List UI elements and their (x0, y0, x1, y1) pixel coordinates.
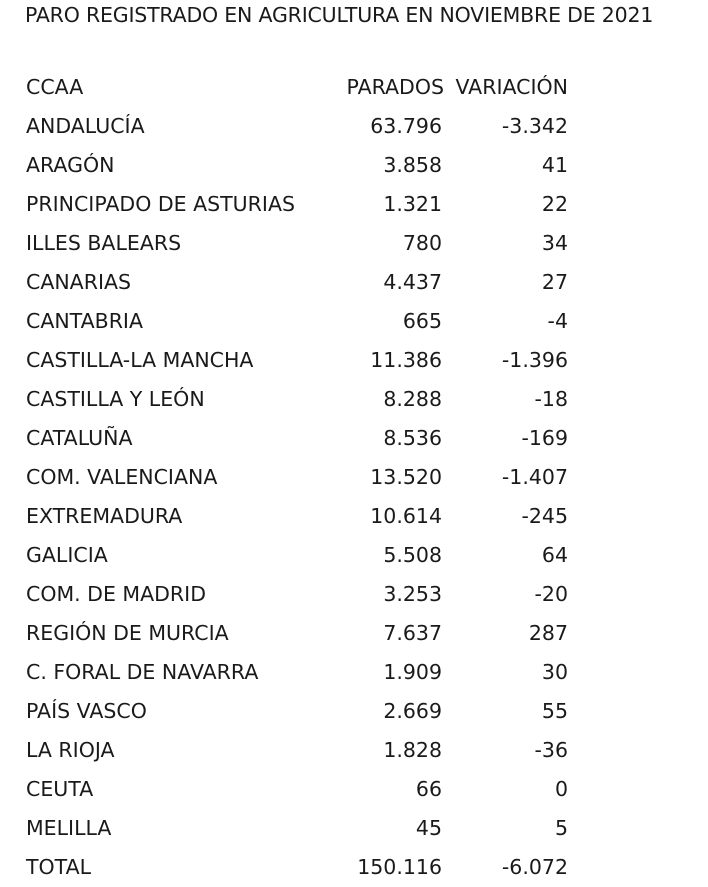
cell-variacion: -1.396 (501, 348, 568, 372)
cell-variacion: -1.407 (501, 465, 568, 489)
cell-ccaa: ILLES BALEARS (26, 231, 182, 255)
table-row (26, 497, 586, 536)
cell-parados: 665 (402, 309, 442, 333)
cell-parados: 66 (415, 777, 442, 801)
table-row (26, 575, 586, 614)
table-row (26, 419, 586, 458)
cell-parados: 8.536 (383, 426, 442, 450)
cell-parados: 13.520 (370, 465, 442, 489)
cell-parados: 63.796 (370, 114, 442, 138)
unemployment-table (26, 68, 586, 887)
cell-parados: 3.858 (383, 153, 442, 177)
cell-variacion: -6.072 (501, 855, 568, 879)
cell-ccaa: C. FORAL DE NAVARRA (26, 660, 259, 684)
cell-ccaa: EXTREMADURA (26, 504, 183, 528)
table-row (26, 731, 586, 770)
cell-variacion: 22 (541, 192, 568, 216)
cell-variacion: 30 (541, 660, 568, 684)
page-title: PARO REGISTRADO EN AGRICULTURA EN NOVIEMBRE DE 2021 (25, 3, 654, 27)
cell-ccaa: CANARIAS (26, 270, 132, 294)
cell-parados: 3.253 (383, 582, 442, 606)
cell-variacion: -18 (534, 387, 568, 411)
cell-variacion: -169 (521, 426, 568, 450)
table-row (26, 809, 586, 848)
table-row (26, 458, 586, 497)
table-body (26, 107, 586, 887)
table-total-row (26, 848, 586, 887)
cell-ccaa: TOTAL (26, 855, 92, 879)
cell-ccaa: COM. DE MADRID (26, 582, 206, 606)
cell-variacion: -4 (547, 309, 568, 333)
cell-variacion: 34 (541, 231, 568, 255)
cell-variacion: 55 (541, 699, 568, 723)
cell-parados: 1.909 (383, 660, 442, 684)
cell-variacion: 287 (528, 621, 568, 645)
cell-parados: 150.116 (357, 855, 442, 879)
cell-ccaa: CATALUÑA (26, 426, 133, 450)
cell-ccaa: CANTABRIA (26, 309, 144, 333)
column-header-parados: PARADOS (346, 75, 444, 99)
cell-variacion: 27 (541, 270, 568, 294)
table-row (26, 185, 586, 224)
cell-parados: 10.614 (370, 504, 442, 528)
cell-variacion: 64 (541, 543, 568, 567)
cell-ccaa: COM. VALENCIANA (26, 465, 218, 489)
table-row (26, 107, 586, 146)
cell-ccaa: CASTILLA-LA MANCHA (26, 348, 254, 372)
cell-ccaa: MELILLA (26, 816, 112, 840)
cell-parados: 2.669 (383, 699, 442, 723)
cell-ccaa: ARAGÓN (26, 153, 115, 177)
cell-parados: 1.828 (383, 738, 442, 762)
cell-variacion: -36 (534, 738, 568, 762)
cell-parados: 5.508 (383, 543, 442, 567)
cell-variacion: 5 (554, 816, 568, 840)
cell-parados: 780 (402, 231, 442, 255)
table-row (26, 380, 586, 419)
cell-variacion: -3.342 (501, 114, 568, 138)
cell-parados: 4.437 (383, 270, 442, 294)
cell-ccaa: PAÍS VASCO (26, 699, 147, 723)
cell-variacion: -245 (521, 504, 568, 528)
cell-variacion: -20 (534, 582, 568, 606)
table-row (26, 263, 586, 302)
table-row (26, 614, 586, 653)
table-row (26, 653, 586, 692)
cell-ccaa: LA RIOJA (26, 738, 115, 762)
table-header-row (26, 68, 586, 107)
cell-ccaa: GALICIA (26, 543, 108, 567)
cell-ccaa: CASTILLA Y LEÓN (26, 387, 205, 411)
column-header-variacion: VARIACIÓN (455, 75, 568, 99)
cell-parados: 11.386 (370, 348, 442, 372)
cell-variacion: 0 (554, 777, 568, 801)
cell-ccaa: REGIÓN DE MURCIA (26, 621, 229, 645)
cell-ccaa: ANDALUCÍA (26, 114, 145, 138)
table-row (26, 536, 586, 575)
cell-variacion: 41 (541, 153, 568, 177)
table-row (26, 692, 586, 731)
table-row (26, 146, 586, 185)
column-header-ccaa: CCAA (26, 75, 84, 99)
cell-parados: 8.288 (383, 387, 442, 411)
table-row (26, 341, 586, 380)
table-row (26, 224, 586, 263)
cell-parados: 7.637 (383, 621, 442, 645)
table-row (26, 302, 586, 341)
cell-ccaa: PRINCIPADO DE ASTURIAS (26, 192, 296, 216)
cell-parados: 1.321 (383, 192, 442, 216)
table-row (26, 770, 586, 809)
cell-ccaa: CEUTA (26, 777, 94, 801)
cell-parados: 45 (415, 816, 442, 840)
